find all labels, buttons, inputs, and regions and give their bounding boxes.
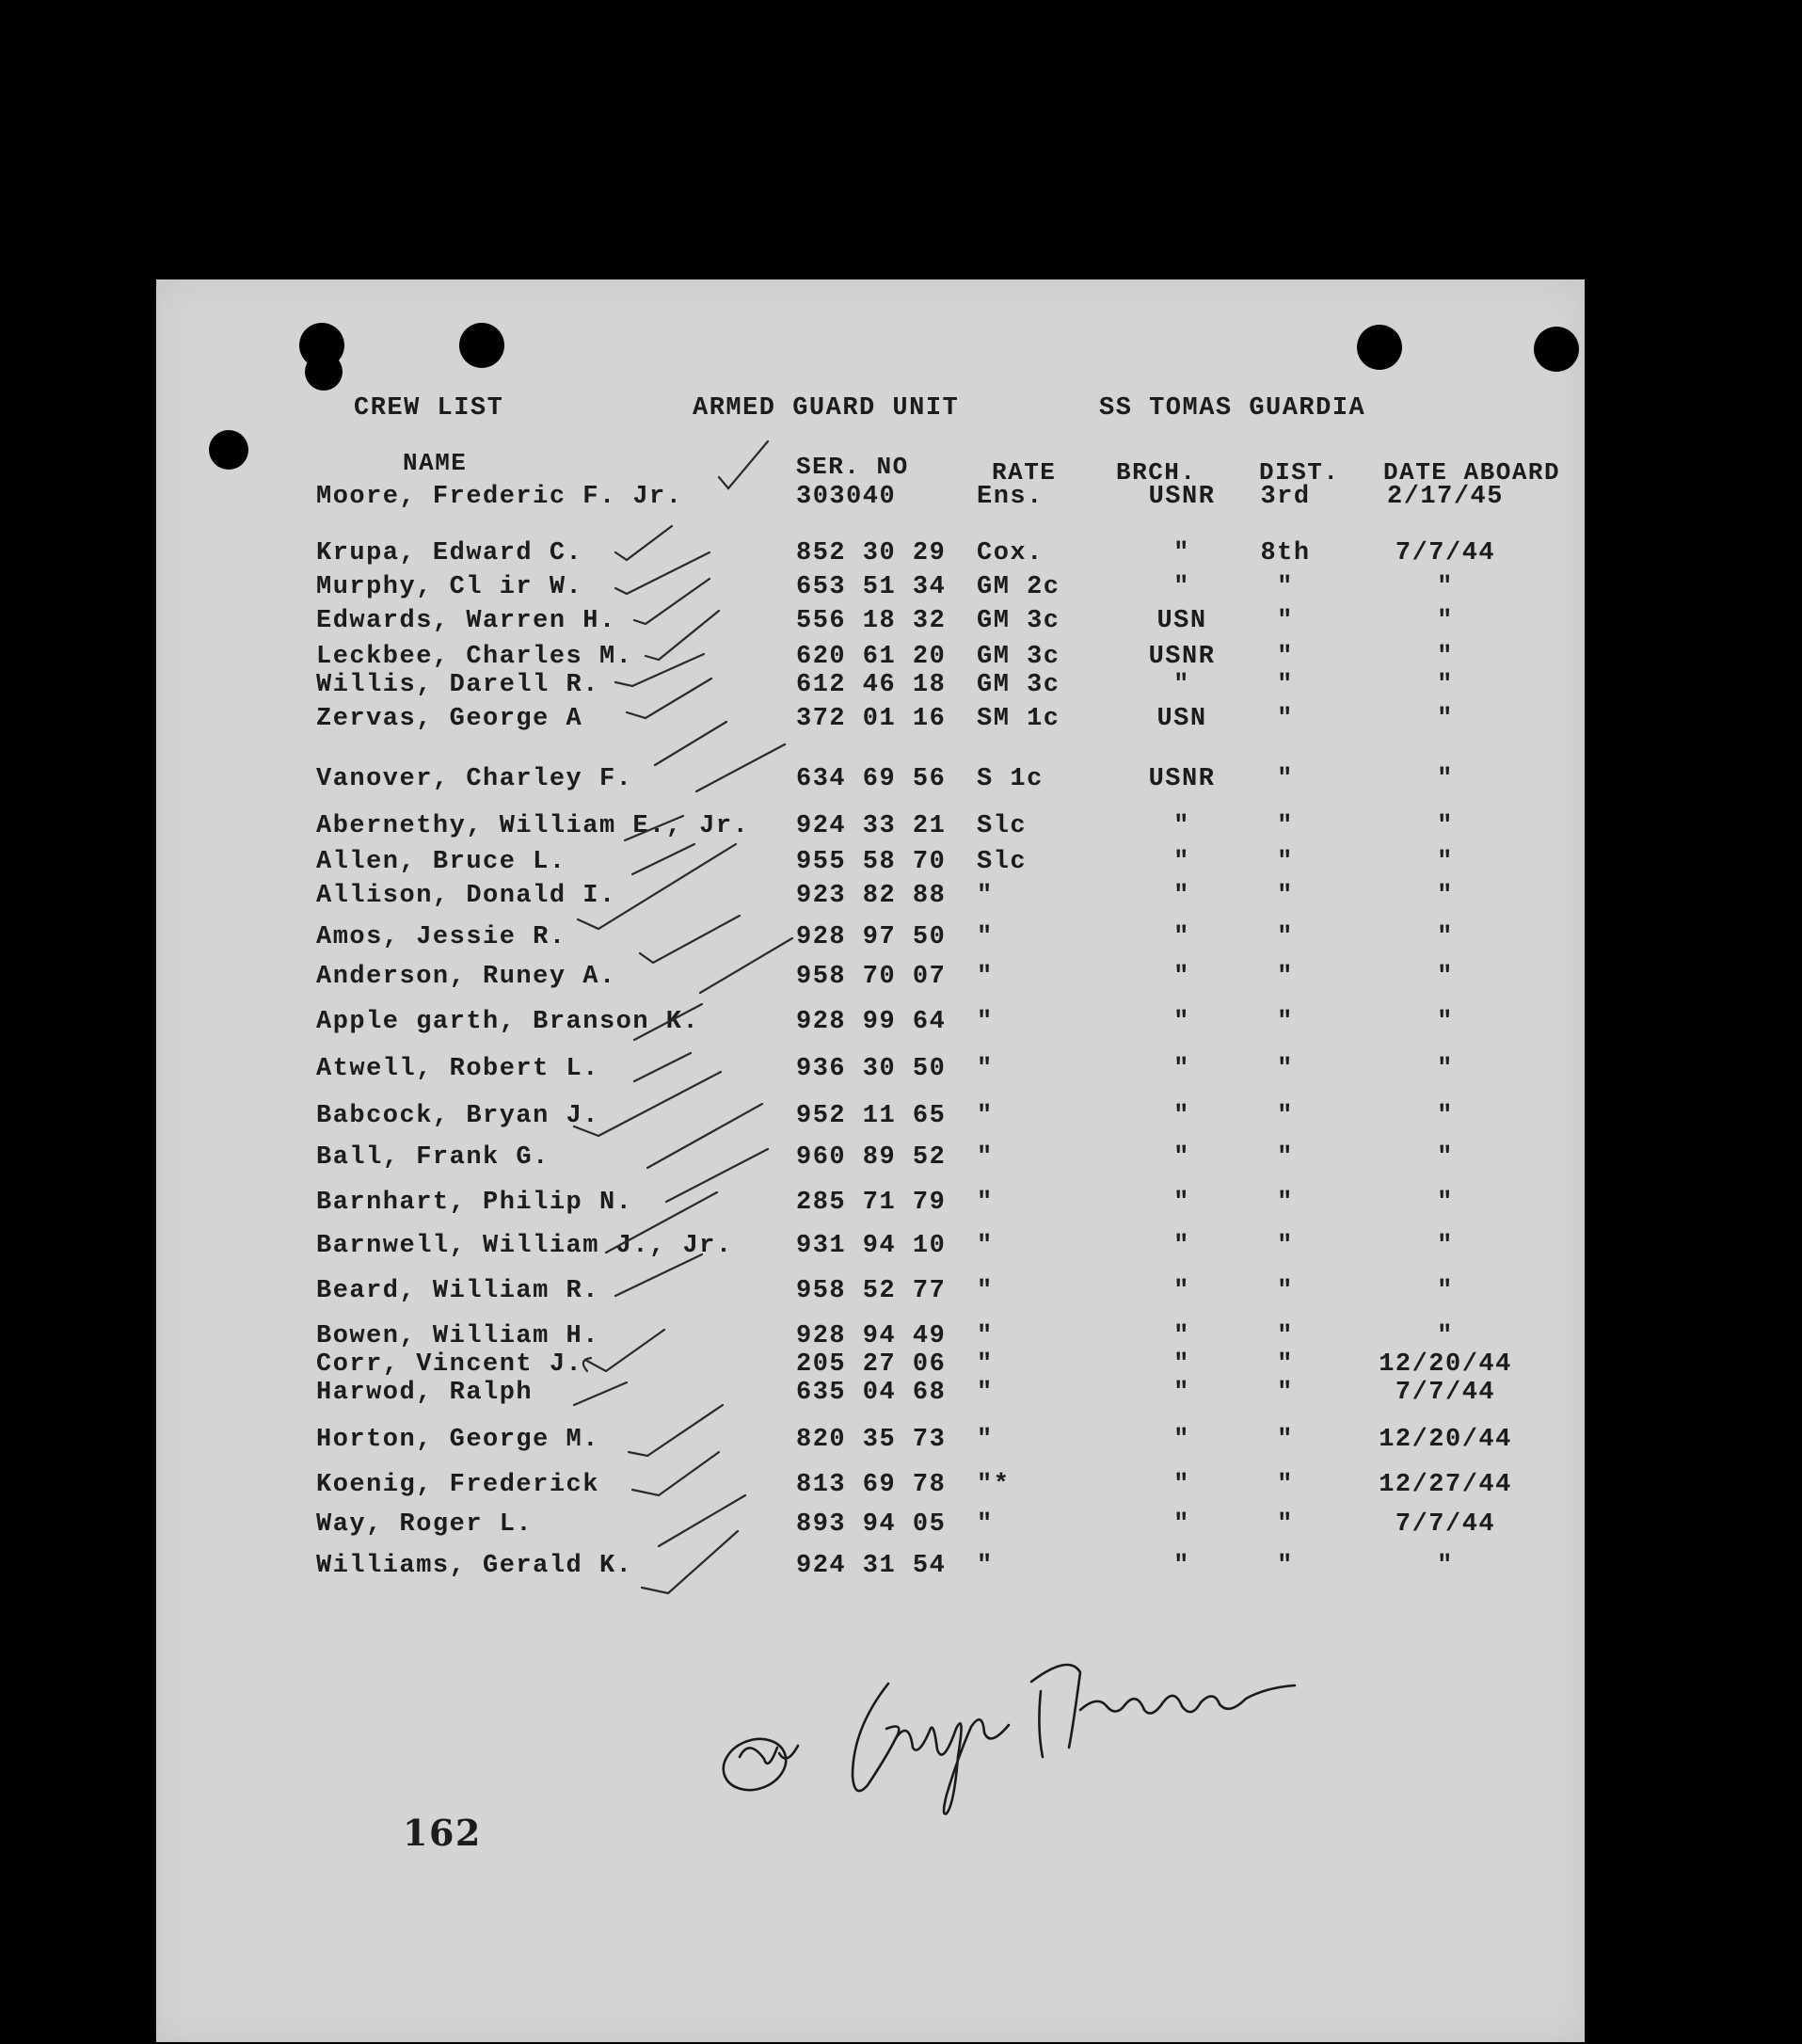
rate: GM 3c — [977, 607, 1060, 635]
table-row — [156, 850, 1585, 878]
rate: " — [977, 1350, 994, 1379]
branch: USNR — [1148, 765, 1216, 793]
date-aboard: " — [1437, 848, 1454, 876]
service-number: 372 01 16 — [796, 705, 947, 733]
date-aboard: " — [1437, 671, 1454, 699]
crew-name: Koenig, Frederick — [316, 1471, 599, 1499]
district: " — [1277, 963, 1294, 991]
date-aboard: 2/17/45 — [1387, 483, 1504, 511]
crew-name: Amos, Jessie R. — [316, 923, 566, 951]
district: " — [1277, 1102, 1294, 1130]
service-number: 813 69 78 — [796, 1471, 947, 1499]
rate: " — [977, 882, 994, 910]
branch: " — [1173, 1232, 1190, 1260]
table-row — [156, 965, 1585, 993]
header-ship: SS TOMAS GUARDIA — [1099, 394, 1366, 423]
table-row — [156, 1352, 1585, 1381]
header-crew-list: CREW LIST — [354, 394, 504, 423]
date-aboard: " — [1437, 1143, 1454, 1172]
date-aboard: 12/20/44 — [1379, 1426, 1512, 1454]
service-number: 285 71 79 — [796, 1189, 947, 1217]
rate: " — [977, 1102, 994, 1130]
table-row — [156, 673, 1585, 701]
table-row — [156, 1381, 1585, 1409]
rate: " — [977, 1189, 994, 1217]
service-number: 936 30 50 — [796, 1055, 947, 1083]
branch: " — [1173, 1143, 1190, 1172]
table-row — [156, 1473, 1585, 1501]
branch: " — [1173, 539, 1190, 567]
table-row — [156, 884, 1585, 912]
table-row — [156, 925, 1585, 953]
date-aboard: " — [1437, 705, 1454, 733]
table-row — [156, 1010, 1585, 1038]
date-aboard: " — [1437, 573, 1454, 601]
table-row — [156, 707, 1585, 735]
crew-name: Atwell, Robert L. — [316, 1055, 599, 1083]
date-aboard: " — [1437, 963, 1454, 991]
service-number: 820 35 73 — [796, 1426, 947, 1454]
rate: " — [977, 1008, 994, 1036]
col-header-rate: RATE — [992, 458, 1057, 487]
table-row — [156, 1057, 1585, 1085]
table-row — [156, 1190, 1585, 1219]
district: " — [1277, 573, 1294, 601]
service-number: 893 94 05 — [796, 1510, 947, 1539]
col-header-dist: DIST. — [1259, 458, 1340, 487]
crew-name: Way, Roger L. — [316, 1510, 534, 1539]
punch-hole — [1534, 327, 1579, 372]
branch: " — [1173, 1055, 1190, 1083]
date-aboard: " — [1437, 765, 1454, 793]
district: " — [1277, 1055, 1294, 1083]
rate: " — [977, 1426, 994, 1454]
service-number: 960 89 52 — [796, 1143, 947, 1172]
rate: " — [977, 1055, 994, 1083]
rate: " — [977, 963, 994, 991]
crew-name: Horton, George M. — [316, 1426, 599, 1454]
date-aboard: 7/7/44 — [1395, 539, 1496, 567]
crew-name: Abernethy, William E., Jr. — [316, 812, 750, 840]
rate: " — [977, 1277, 994, 1305]
service-number: 928 94 49 — [796, 1322, 947, 1350]
district: " — [1277, 705, 1294, 733]
table-row — [156, 1554, 1585, 1582]
rate: Ens. — [977, 483, 1044, 511]
rate: SM 1c — [977, 705, 1060, 733]
district: " — [1277, 1510, 1294, 1539]
branch: " — [1173, 573, 1190, 601]
branch: " — [1173, 1426, 1190, 1454]
date-aboard: " — [1437, 1277, 1454, 1305]
district: " — [1277, 1143, 1294, 1172]
branch: " — [1173, 1008, 1190, 1036]
service-number: 958 52 77 — [796, 1277, 947, 1305]
handwritten-signature — [711, 1616, 1483, 1832]
crew-name: Beard, William R. — [316, 1277, 599, 1305]
district: " — [1277, 882, 1294, 910]
punch-hole — [305, 353, 343, 391]
district: " — [1277, 848, 1294, 876]
date-aboard: " — [1437, 812, 1454, 840]
crew-name: Babcock, Bryan J. — [316, 1102, 599, 1130]
date-aboard: " — [1437, 923, 1454, 951]
date-aboard: " — [1437, 1102, 1454, 1130]
district: " — [1277, 1552, 1294, 1580]
crew-name: Allison, Donald I. — [316, 882, 616, 910]
branch: " — [1173, 671, 1190, 699]
crew-name: Murphy, Cl ir W. — [316, 573, 583, 601]
date-aboard: 12/27/44 — [1379, 1471, 1512, 1499]
page-number: 162 — [403, 1812, 482, 1854]
service-number: 952 11 65 — [796, 1102, 947, 1130]
table-row — [156, 1234, 1585, 1262]
table-row — [156, 575, 1585, 603]
crew-list-page — [156, 279, 1585, 2042]
service-number: 955 58 70 — [796, 848, 947, 876]
table-row — [156, 1279, 1585, 1307]
service-number: 923 82 88 — [796, 882, 947, 910]
district: " — [1277, 1232, 1294, 1260]
date-aboard: 12/20/44 — [1379, 1350, 1512, 1379]
branch: " — [1173, 1102, 1190, 1130]
table-row — [156, 814, 1585, 842]
crew-name: Apple garth, Branson K. — [316, 1008, 700, 1036]
service-number: 852 30 29 — [796, 539, 947, 567]
col-header-name: NAME — [403, 449, 468, 477]
district: " — [1277, 1471, 1294, 1499]
branch: " — [1173, 1471, 1190, 1499]
punch-hole — [459, 323, 504, 368]
table-row — [156, 645, 1585, 673]
rate: S 1c — [977, 765, 1044, 793]
rate: " — [977, 1322, 994, 1350]
service-number: 653 51 34 — [796, 573, 947, 601]
date-aboard: " — [1437, 1322, 1454, 1350]
service-number: 928 99 64 — [796, 1008, 947, 1036]
crew-name: Barnhart, Philip N. — [316, 1189, 633, 1217]
branch: " — [1173, 923, 1190, 951]
district: " — [1277, 671, 1294, 699]
rate: Slc — [977, 812, 1028, 840]
branch: " — [1173, 1322, 1190, 1350]
crew-name: Vanover, Charley F. — [316, 765, 633, 793]
crew-name: Edwards, Warren H. — [316, 607, 616, 635]
crew-name: Ball, Frank G. — [316, 1143, 550, 1172]
crew-name: Allen, Bruce L. — [316, 848, 566, 876]
rate: " — [977, 1379, 994, 1407]
rate: Cox. — [977, 539, 1044, 567]
service-number: 635 04 68 — [796, 1379, 947, 1407]
branch: USNR — [1148, 483, 1216, 511]
date-aboard: 7/7/44 — [1395, 1510, 1496, 1539]
table-row — [156, 541, 1585, 569]
rate: " — [977, 1552, 994, 1580]
table-row — [156, 1104, 1585, 1132]
service-number: 303040 — [796, 483, 897, 511]
branch: " — [1173, 1379, 1190, 1407]
service-number: 620 61 20 — [796, 643, 947, 671]
date-aboard: " — [1437, 1232, 1454, 1260]
service-number: 634 69 56 — [796, 765, 947, 793]
date-aboard: " — [1437, 1552, 1454, 1580]
crew-name: Moore, Frederic F. Jr. — [316, 483, 683, 511]
district: " — [1277, 1189, 1294, 1217]
service-number: 928 97 50 — [796, 923, 947, 951]
service-number: 958 70 07 — [796, 963, 947, 991]
district: 8th — [1260, 539, 1311, 567]
district: " — [1277, 812, 1294, 840]
crew-name: Barnwell, William J., Jr. — [316, 1232, 733, 1260]
date-aboard: 7/7/44 — [1395, 1379, 1496, 1407]
district: " — [1277, 643, 1294, 671]
date-aboard: " — [1437, 1189, 1454, 1217]
rate: "* — [977, 1471, 1011, 1499]
crew-name: Krupa, Edward C. — [316, 539, 583, 567]
date-aboard: " — [1437, 1008, 1454, 1036]
punch-hole — [1357, 325, 1402, 370]
district: " — [1277, 1277, 1294, 1305]
table-row — [156, 485, 1585, 513]
crew-name: Willis, Darell R. — [316, 671, 599, 699]
rate: " — [977, 1232, 994, 1260]
service-number: 205 27 06 — [796, 1350, 947, 1379]
col-header-branch: BRCH. — [1116, 458, 1197, 487]
service-number: 612 46 18 — [796, 671, 947, 699]
branch: " — [1173, 848, 1190, 876]
rate: GM 2c — [977, 573, 1060, 601]
branch: " — [1173, 1510, 1190, 1539]
branch: " — [1173, 882, 1190, 910]
rate: " — [977, 1143, 994, 1172]
col-header-ser-no: SER. NO — [796, 453, 909, 481]
table-row — [156, 767, 1585, 795]
table-row — [156, 1512, 1585, 1541]
date-aboard: " — [1437, 1055, 1454, 1083]
crew-name: Zervas, George A — [316, 705, 583, 733]
crew-name: Corr, Vincent J. — [316, 1350, 583, 1379]
rate: Slc — [977, 848, 1028, 876]
service-number: 556 18 32 — [796, 607, 947, 635]
district: " — [1277, 923, 1294, 951]
branch: USN — [1156, 607, 1207, 635]
date-aboard: " — [1437, 882, 1454, 910]
table-row — [156, 1145, 1585, 1174]
branch: " — [1173, 1350, 1190, 1379]
branch: USN — [1156, 705, 1207, 733]
district: " — [1277, 1008, 1294, 1036]
crew-name: Leckbee, Charles M. — [316, 643, 633, 671]
branch: " — [1173, 963, 1190, 991]
district: " — [1277, 765, 1294, 793]
branch: USNR — [1148, 643, 1216, 671]
district: 3rd — [1260, 483, 1311, 511]
table-row — [156, 609, 1585, 637]
date-aboard: " — [1437, 643, 1454, 671]
service-number: 924 31 54 — [796, 1552, 947, 1580]
district: " — [1277, 1350, 1294, 1379]
branch: " — [1173, 1189, 1190, 1217]
table-row — [156, 1428, 1585, 1456]
branch: " — [1173, 1552, 1190, 1580]
crew-name: Harwod, Ralph — [316, 1379, 534, 1407]
service-number: 924 33 21 — [796, 812, 947, 840]
col-header-date-aboard: DATE ABOARD — [1383, 458, 1561, 487]
crew-name: Williams, Gerald K. — [316, 1552, 633, 1580]
district: " — [1277, 1322, 1294, 1350]
crew-name: Bowen, William H. — [316, 1322, 599, 1350]
rate: " — [977, 1510, 994, 1539]
district: " — [1277, 1379, 1294, 1407]
rate: GM 3c — [977, 643, 1060, 671]
district: " — [1277, 1426, 1294, 1454]
header-unit: ARMED GUARD UNIT — [693, 394, 960, 423]
service-number: 931 94 10 — [796, 1232, 947, 1260]
date-aboard: " — [1437, 607, 1454, 635]
district: " — [1277, 607, 1294, 635]
rate: GM 3c — [977, 671, 1060, 699]
table-row — [156, 1324, 1585, 1352]
crew-name: Anderson, Runey A. — [316, 963, 616, 991]
punch-hole — [209, 430, 248, 470]
rate: " — [977, 923, 994, 951]
branch: " — [1173, 812, 1190, 840]
branch: " — [1173, 1277, 1190, 1305]
